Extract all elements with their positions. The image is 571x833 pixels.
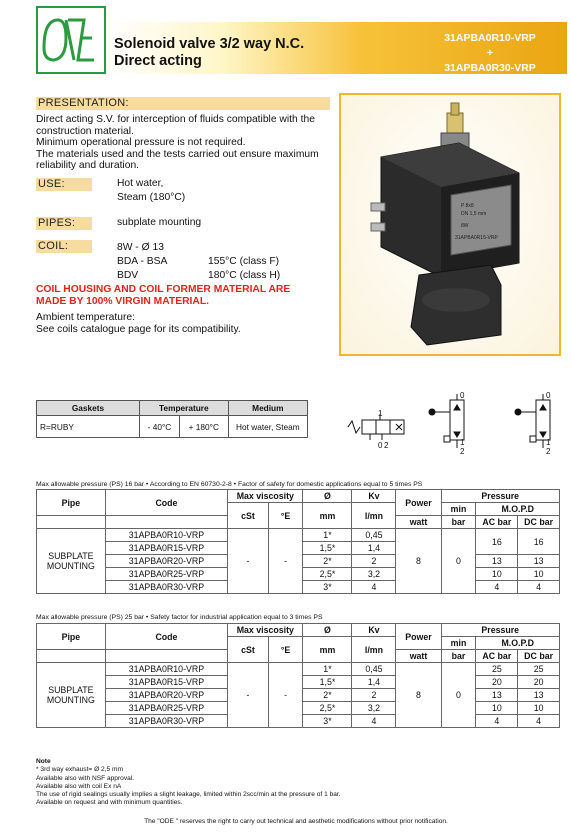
ambient-line: Ambient temperature: xyxy=(36,312,136,323)
ac-cell: 13 xyxy=(476,555,518,568)
kv-cell: 3,2 xyxy=(352,568,396,581)
dc-cell: 16 xyxy=(518,529,560,555)
note-line: Available on request and with minimum quantities. xyxy=(36,799,183,807)
footer-disclaimer: The "ODE " reserves the right to carry out technical and aesthetic modifications without prior notification. xyxy=(144,818,448,825)
kv-cell: 4 xyxy=(352,581,396,594)
dc-cell: 10 xyxy=(518,702,560,715)
note-line: Available also with NSF approval. xyxy=(36,774,135,782)
port-0-label: 0 xyxy=(546,391,551,400)
power-header: Power xyxy=(396,624,441,650)
use-line: Steam (180°C) xyxy=(117,191,186,203)
temperature-header: Temperature xyxy=(140,401,229,416)
product-codes xyxy=(420,31,560,76)
ac-cell: 25 xyxy=(476,663,518,676)
min-cell: 0 xyxy=(441,529,476,594)
coil-warning xyxy=(36,284,336,307)
note-line: * 3rd way exhaust= Ø 2,5 mm xyxy=(36,766,124,774)
code-cell: 31APBA0R10-VRP xyxy=(105,529,227,542)
ambient-line: See coils catalogue page for its compatibility. xyxy=(36,323,241,335)
pipe-cell xyxy=(37,663,106,728)
bar-header: bar xyxy=(441,516,476,529)
cst-cell: - xyxy=(228,529,269,594)
presentation-line: Direct acting S.V. for interception of fluids compatible with the xyxy=(36,114,315,125)
code-cell: 31APBA0R15-VRP xyxy=(105,676,227,689)
pipe-cell xyxy=(37,529,106,594)
coil-bda-value: 155°C (class F) xyxy=(208,256,280,267)
presentation-heading: PRESENTATION: xyxy=(36,97,330,110)
min-cell: 0 xyxy=(441,663,476,728)
kv-header: Kv xyxy=(352,624,396,637)
kv-cell: 0,45 xyxy=(352,663,396,676)
ode-logo xyxy=(36,6,106,74)
table1 xyxy=(36,489,560,594)
pipes-heading: PIPES: xyxy=(36,217,92,230)
mm-cell: 2* xyxy=(303,555,352,568)
port-0-label: 0 xyxy=(460,391,465,400)
mm-cell: 3* xyxy=(303,581,352,594)
port-2-label: 2 xyxy=(460,447,465,456)
gasket-value: R=RUBY xyxy=(37,416,140,438)
table2-caption: Max allowable pressure (PS) 25 bar • Safety factor for industrial application equal to 3 times PS xyxy=(36,614,323,621)
use-text xyxy=(117,178,185,203)
code-1: 31APBA0R10-VRP xyxy=(444,32,536,44)
code-2: 31APBA0R30-VRP xyxy=(444,62,536,74)
warning-line: COIL HOUSING AND COIL FORMER MATERIAL ARE xyxy=(36,284,291,295)
code-cell: 31APBA0R30-VRP xyxy=(105,581,227,594)
port-2-label: 2 xyxy=(546,447,551,456)
pipes-value: subplate mounting xyxy=(117,217,202,228)
ac-header: AC bar xyxy=(476,650,518,663)
presentation-line: construction material. xyxy=(36,125,134,137)
kv-cell: 3,2 xyxy=(352,702,396,715)
medium-header: Medium xyxy=(228,401,307,416)
min-header: min xyxy=(441,637,476,650)
mm-cell: 1,5* xyxy=(303,542,352,555)
code-sub xyxy=(105,516,227,529)
note-line: The use of rigid sealings usually implies a slight leakage, limited within 2scc/min at the pressure of 1 bar. xyxy=(36,791,341,799)
ac-header: AC bar xyxy=(476,516,518,529)
lmn-header: l/mn xyxy=(352,503,396,529)
cst-cell: - xyxy=(228,663,269,728)
bar-header: bar xyxy=(441,650,476,663)
mm-cell: 1* xyxy=(303,529,352,542)
cst-header: cSt xyxy=(228,637,269,663)
kv-cell: 1,4 xyxy=(352,542,396,555)
mopd-header: M.O.P.D xyxy=(476,503,560,516)
pipe-sub xyxy=(37,650,106,663)
note-line: Available also with coil Ex nA xyxy=(36,782,122,790)
dc-cell: 4 xyxy=(518,715,560,728)
dc-cell: 13 xyxy=(518,689,560,702)
coil-bda-label: BDA - BSA xyxy=(117,256,168,267)
code-cell: 31APBA0R10-VRP xyxy=(105,663,227,676)
ac-cell: 4 xyxy=(476,715,518,728)
min-header: min xyxy=(441,503,476,516)
code-cell: 31APBA0R20-VRP xyxy=(105,555,227,568)
title-line-2: Direct acting xyxy=(114,53,202,69)
kv-cell: 1,4 xyxy=(352,676,396,689)
code-cell: 31APBA0R15-VRP xyxy=(105,542,227,555)
coil-power: 8W - Ø 13 xyxy=(117,242,164,253)
temp-min: - 40°C xyxy=(140,416,180,438)
mm-cell: 2* xyxy=(303,689,352,702)
watt-header: watt xyxy=(396,516,441,529)
warning-line: MADE BY 100% VIRGIN MATERIAL. xyxy=(36,295,209,307)
photo-label-line: 8W xyxy=(461,223,469,229)
ac-cell: 13 xyxy=(476,689,518,702)
dc-cell: 4 xyxy=(518,581,560,594)
code-header: Code xyxy=(105,624,227,650)
pipe-header: Pipe xyxy=(37,490,106,516)
e-cell: - xyxy=(268,663,303,728)
ac-cell: 16 xyxy=(476,529,518,555)
notes xyxy=(36,758,556,808)
orifice-header: Ø xyxy=(303,624,352,637)
mm-cell: 2,5* xyxy=(303,702,352,715)
mm-cell: 1,5* xyxy=(303,676,352,689)
medium-value: Hot water, Steam xyxy=(228,416,307,438)
photo-label-line: P 8x8 xyxy=(461,203,474,209)
kv-cell: 2 xyxy=(352,689,396,702)
dc-cell: 20 xyxy=(518,676,560,689)
gaskets-header: Gaskets xyxy=(37,401,140,416)
e-header: °E xyxy=(268,637,303,663)
ac-cell: 20 xyxy=(476,676,518,689)
ac-cell: 4 xyxy=(476,581,518,594)
cst-header: cSt xyxy=(228,503,269,529)
product-title xyxy=(114,36,304,70)
port-2-label: 2 xyxy=(384,441,389,450)
table2 xyxy=(36,623,560,728)
dc-cell: 13 xyxy=(518,555,560,568)
power-header: Power xyxy=(396,490,441,516)
ac-cell: 10 xyxy=(476,568,518,581)
coil-bdv-value: 180°C (class H) xyxy=(208,270,281,281)
kv-header: Kv xyxy=(352,490,396,503)
mm-header: mm xyxy=(303,637,352,663)
table1-caption: Max allowable pressure (PS) 16 bar • According to EN 60730-2-8 • Factor of safety for domestic applications equal to 5 times PS xyxy=(36,481,423,488)
dc-header: DC bar xyxy=(518,516,560,529)
code-cell: 31APBA0R25-VRP xyxy=(105,568,227,581)
title-line-1: Solenoid valve 3/2 way N.C. xyxy=(114,36,305,52)
power-cell: 8 xyxy=(396,529,441,594)
dc-cell: 25 xyxy=(518,663,560,676)
dc-header: DC bar xyxy=(518,650,560,663)
ac-cell: 10 xyxy=(476,702,518,715)
port-0-label: 0 xyxy=(378,441,383,450)
power-cell: 8 xyxy=(396,663,441,728)
dc-cell: 10 xyxy=(518,568,560,581)
product-photo xyxy=(339,93,561,356)
mm-cell: 3* xyxy=(303,715,352,728)
port-1-label: 1 xyxy=(378,409,383,418)
coil-bdv-label: BDV xyxy=(117,270,139,281)
presentation-line: Minimum operational pressure is not required. xyxy=(36,137,246,148)
port-1-label: 1 xyxy=(460,438,465,447)
pipe-line: MOUNTING xyxy=(46,695,95,705)
pipe-sub xyxy=(37,516,106,529)
e-cell: - xyxy=(268,529,303,594)
mm-header: mm xyxy=(303,503,352,529)
mm-cell: 1* xyxy=(303,663,352,676)
lmn-header: l/mn xyxy=(352,637,396,663)
hydraulic-symbols xyxy=(340,390,565,462)
orifice-header: Ø xyxy=(303,490,352,503)
photo-label-line: 31APBA0R15-VRP xyxy=(455,235,498,241)
e-header: °E xyxy=(268,503,303,529)
notes-title: Note xyxy=(36,758,51,765)
pipe-line: MOUNTING xyxy=(46,561,95,571)
code-separator: + xyxy=(486,47,494,59)
gaskets-table xyxy=(36,400,308,438)
temp-max: + 180°C xyxy=(179,416,228,438)
use-heading: USE: xyxy=(36,178,92,191)
pipe-header: Pipe xyxy=(37,624,106,650)
code-sub xyxy=(105,650,227,663)
watt-header: watt xyxy=(396,650,441,663)
code-cell: 31APBA0R30-VRP xyxy=(105,715,227,728)
kv-cell: 2 xyxy=(352,555,396,568)
pipe-line: SUBPLATE xyxy=(48,551,94,561)
coil-heading: COIL: xyxy=(36,240,92,253)
photo-label-line: DN 1,5 mm xyxy=(461,211,487,217)
code-cell: 31APBA0R25-VRP xyxy=(105,702,227,715)
mm-cell: 2,5* xyxy=(303,568,352,581)
pipe-line: SUBPLATE xyxy=(48,685,94,695)
code-cell: 31APBA0R20-VRP xyxy=(105,689,227,702)
mopd-header: M.O.P.D xyxy=(476,637,560,650)
ambient-text xyxy=(36,312,241,335)
kv-cell: 0,45 xyxy=(352,529,396,542)
port-1-label: 1 xyxy=(546,438,551,447)
kv-cell: 4 xyxy=(352,715,396,728)
pressure-header: Pressure xyxy=(441,624,559,637)
pressure-header: Pressure xyxy=(441,490,559,503)
code-header: Code xyxy=(105,490,227,516)
maxvisc-header: Max viscosity xyxy=(228,490,303,503)
use-line: Hot water, xyxy=(117,178,164,189)
maxvisc-header: Max viscosity xyxy=(228,624,303,637)
presentation-line: reliability and duration. xyxy=(36,160,140,171)
presentation-text xyxy=(36,114,336,172)
presentation-line: The materials used and the tests carried out ensure maximum xyxy=(36,148,319,160)
